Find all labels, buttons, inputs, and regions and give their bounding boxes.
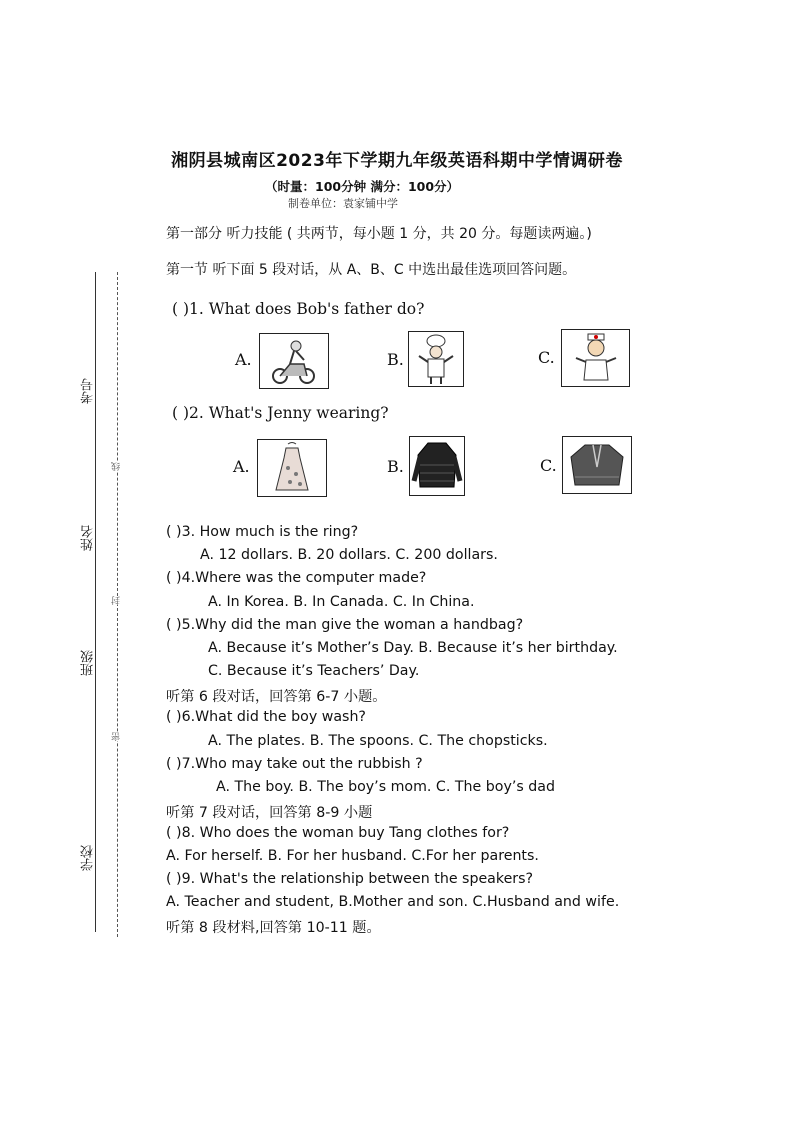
q7-options: A. The boy. B. The boy’s mom. C. The boy’s dad: [216, 779, 555, 795]
q5-stem: ( )5.Why did the man give the woman a handbag?: [166, 617, 524, 633]
q2-option-c: C.: [540, 456, 557, 475]
q2-image-a: [257, 439, 327, 497]
doctor-icon: [562, 330, 629, 386]
page-title: 湘阴县城南区2023年下学期九年级英语科期中学情调研卷: [171, 151, 623, 171]
xuexiao-label: 学校: [81, 845, 96, 871]
mi-mark: 密: [112, 732, 122, 741]
chef-icon: [409, 332, 463, 386]
q1-image-b: [408, 331, 464, 387]
q1-option-b: B.: [387, 350, 404, 369]
binding-line: [95, 272, 96, 932]
xingming-label: 姓名: [81, 525, 96, 551]
black-coat-icon: [410, 437, 464, 495]
q2-image-b: [409, 436, 465, 496]
q1-image-a: [259, 333, 329, 389]
q2-stem: ( )2. What's Jenny wearing?: [172, 404, 389, 422]
dialogue-7-heading: 听第 7 段对话，回答第 8-9 小题: [166, 805, 373, 821]
xian-mark: 线: [112, 462, 122, 471]
q8-options: A. For herself. B. For her husband. C.For her parents.: [166, 848, 539, 864]
kaohao-blank[interactable]: [95, 410, 96, 505]
q3-options: A. 12 dollars. B. 20 dollars. C. 200 dollars.: [200, 547, 498, 563]
exam-maker: 制卷单位：袁家铺中学: [288, 197, 398, 210]
q7-stem: ( )7.Who may take out the rubbish ?: [166, 756, 423, 772]
section1-heading: 第一节 听下面 5 段对话，从 A、B、C 中选出最佳选项回答问题。: [166, 262, 577, 278]
q2-option-a: A.: [233, 457, 250, 476]
q2-image-c: [562, 436, 632, 494]
q8-stem: ( )8. Who does the woman buy Tang clothes for?: [166, 825, 510, 841]
q3-stem: ( )3. How much is the ring?: [166, 524, 359, 540]
q9-stem: ( )9. What's the relationship between the speakers?: [166, 871, 534, 887]
q1-image-c: [561, 329, 630, 387]
q4-stem: ( )4.Where was the computer made?: [166, 570, 427, 586]
dialogue-6-heading: 听第 6 段对话，回答第 6-7 小题。: [166, 689, 387, 705]
q5-options-2: C. Because it’s Teachers’ Day.: [208, 663, 420, 679]
dialogue-8-heading: 听第 8 段材料,回答第 10-11 题。: [166, 920, 381, 936]
dress-icon: [258, 440, 326, 496]
q5-options-1: A. Because it’s Mother’s Day. B. Because it’s her birthday.: [208, 640, 618, 656]
sweater-icon: [563, 437, 631, 493]
banji-label: 班级: [81, 650, 96, 676]
q6-stem: ( )6.What did the boy wash?: [166, 709, 366, 725]
kaohao-label: 考号: [81, 378, 96, 404]
q9-options: A. Teacher and student, B.Mother and son. C.Husband and wife.: [166, 894, 620, 910]
q1-option-c: C.: [538, 348, 555, 367]
q1-stem: ( )1. What does Bob's father do?: [172, 300, 425, 318]
q1-option-a: A.: [235, 350, 252, 369]
exam-subtitle: （时量：100分钟 满分：100分）: [265, 179, 460, 194]
motorcycle-rider-icon: [260, 334, 328, 388]
part1-heading: 第一部分 听力技能 ( 共两节，每小题 1 分，共 20 分。每题读两遍。): [166, 226, 592, 242]
q2-option-b: B.: [387, 457, 404, 476]
q6-options: A. The plates. B. The spoons. C. The chopsticks.: [208, 733, 548, 749]
feng-mark: 封: [112, 596, 122, 605]
q4-options: A. In Korea. B. In Canada. C. In China.: [208, 594, 475, 610]
